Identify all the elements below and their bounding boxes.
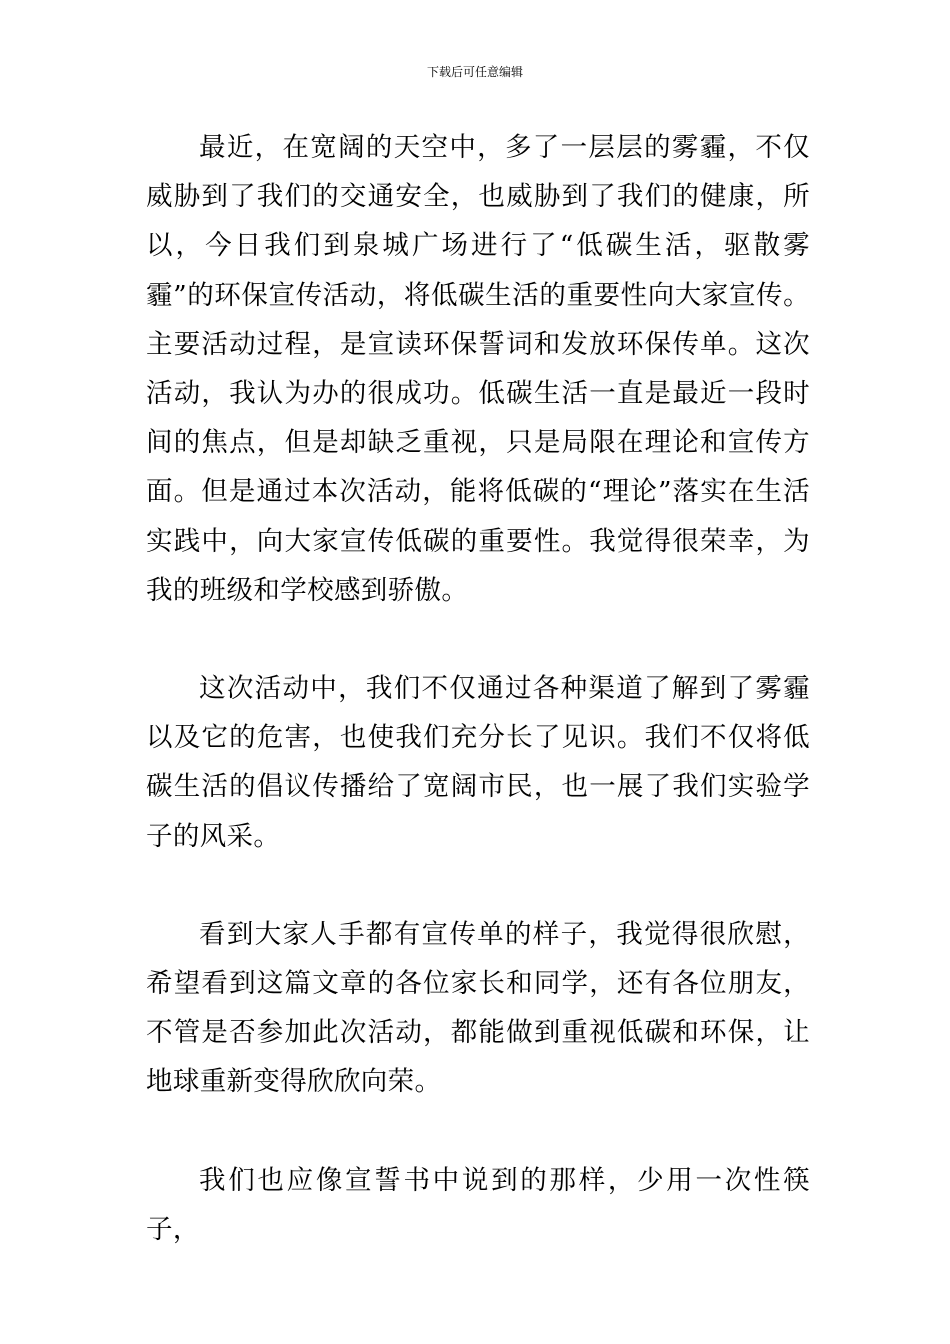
document-body xyxy=(146,123,810,1254)
paragraph-1: 最近，在宽阔的天空中，多了一层层的雾霾，不仅威胁到了我们的交通安全，也威胁到了我们的健康，所以，今日我们到泉城广场进行了“低碳生活，驱散雾霾”的环保宣传活动，将低碳生活的重要性向大家宣传。主要活动过程，是宣读环保誓词和发放环保传单。这次活动，我认为办的很成功。低碳生活一直是最近一段时间的焦点，但是却缺乏重视，只是局限在理论和宣传方面。但是通过本次活动，能将低碳的“理论”落实在生活实践中，向大家宣传低碳的重要性。我觉得很荣幸，为我的班级和学校感到骄傲。 xyxy=(146,132,810,606)
paragraph-2: 这次活动中，我们不仅通过各种渠道了解到了雾霾以及它的危害，也使我们充分长了见识。我们不仅将低碳生活的倡议传播给了宽阔市民，也一展了我们实验学子的风采。 xyxy=(146,673,810,852)
header-note: 下载后可任意编辑 xyxy=(426,65,523,79)
paragraph-3: 看到大家人手都有宣传单的样子，我觉得很欣慰，希望看到这篇文章的各位家长和同学，还有各位朋友，不管是否参加此次活动，都能做到重视低碳和环保，让地球重新变得欣欣向荣。 xyxy=(146,918,810,1098)
paragraph-4: 我们也应像宣誓书中说到的那样，少用一次性筷子， xyxy=(146,1164,810,1245)
